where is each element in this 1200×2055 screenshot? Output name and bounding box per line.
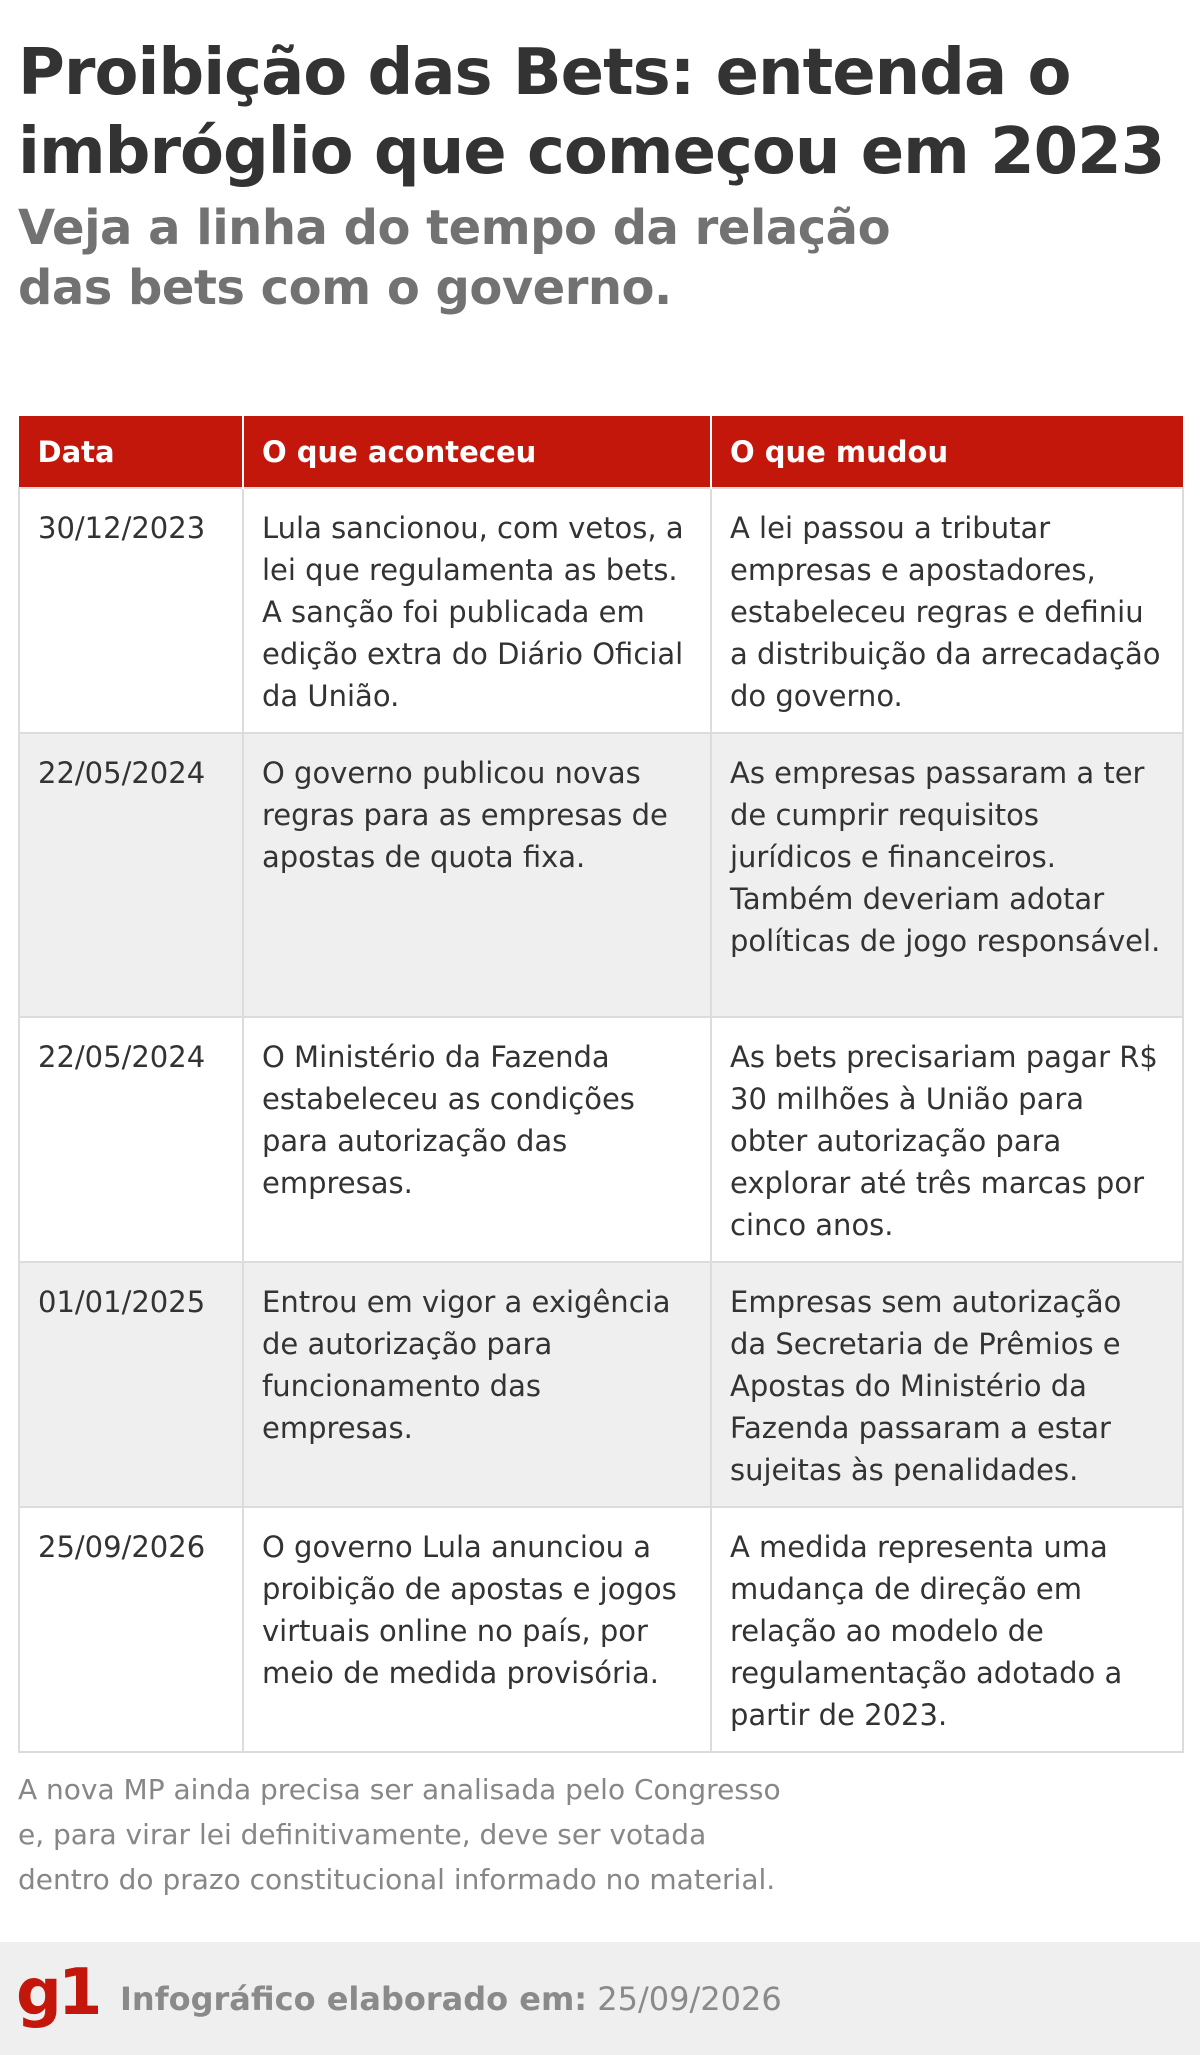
row-change: Empresas sem autorização da Secretaria de Prêmios e Apostas do Ministério da Fazenda passaram a estar sujeitas às penalidades. <box>711 1262 1183 1507</box>
row-date: 25/09/2026 <box>19 1507 243 1752</box>
row-event: O governo publicou novas regras para as empresas de apostas de quota fixa. <box>243 733 711 1017</box>
column-header-event: O que aconteceu <box>243 416 711 488</box>
row-event: Lula sancionou, com vetos, a lei que regulamenta as bets. A sanção foi publicada em edição extra do Diário Oficial da União. <box>243 488 711 733</box>
credit-date: 25/09/2026 <box>597 1980 782 2018</box>
table-header-row <box>19 416 1183 488</box>
row-change: A lei passou a tributar empresas e apostadores, estabeleceu regras e definiu a distribuição da arrecadação do governo. <box>711 488 1183 733</box>
table-row <box>19 1507 1183 1752</box>
row-event: O governo Lula anunciou a proibição de apostas e jogos virtuais online no país, por meio de medida provisória. <box>243 1507 711 1752</box>
timeline-table <box>18 416 1184 1753</box>
row-date: 30/12/2023 <box>19 488 243 733</box>
table-row <box>19 1017 1183 1262</box>
column-header-date: Data <box>19 416 243 488</box>
credit-label: Infográfico elaborado em: <box>120 1980 588 2018</box>
column-header-change: O que mudou <box>711 416 1183 488</box>
footnote: A nova MP ainda precisa ser analisada pelo Congresso e, para virar lei definitivamente, deve ser votada dentro do prazo constitucional informado no material. <box>18 1773 781 1896</box>
row-date: 01/01/2025 <box>19 1262 243 1507</box>
row-event: Entrou em vigor a exigência de autorização para funcionamento das empresas. <box>243 1262 711 1507</box>
g1-logo: g1 <box>16 1956 99 2030</box>
row-event: O Ministério da Fazenda estabeleceu as condições para autorização das empresas. <box>243 1017 711 1262</box>
page-subtitle: Veja a linha do tempo da relação das bets com o governo. <box>18 200 891 316</box>
page-title: Proibição das Bets: entenda o imbróglio que começou em 2023 <box>18 36 1165 189</box>
table-row <box>19 488 1183 733</box>
footer-bar <box>0 1942 1200 2055</box>
row-date: 22/05/2024 <box>19 733 243 1017</box>
table-row <box>19 1262 1183 1507</box>
row-change: As bets precisariam pagar R$ 30 milhões à União para obter autorização para explorar até três marcas por cinco anos. <box>711 1017 1183 1262</box>
row-date: 22/05/2024 <box>19 1017 243 1262</box>
row-change: A medida representa uma mudança de direção em relação ao modelo de regulamentação adotado a partir de 2023. <box>711 1507 1183 1752</box>
row-change: As empresas passaram a ter de cumprir requisitos jurídicos e financeiros. Também deveriam adotar políticas de jogo responsável. <box>711 733 1183 1017</box>
table-row <box>19 733 1183 1017</box>
credit-line <box>120 1977 782 2021</box>
